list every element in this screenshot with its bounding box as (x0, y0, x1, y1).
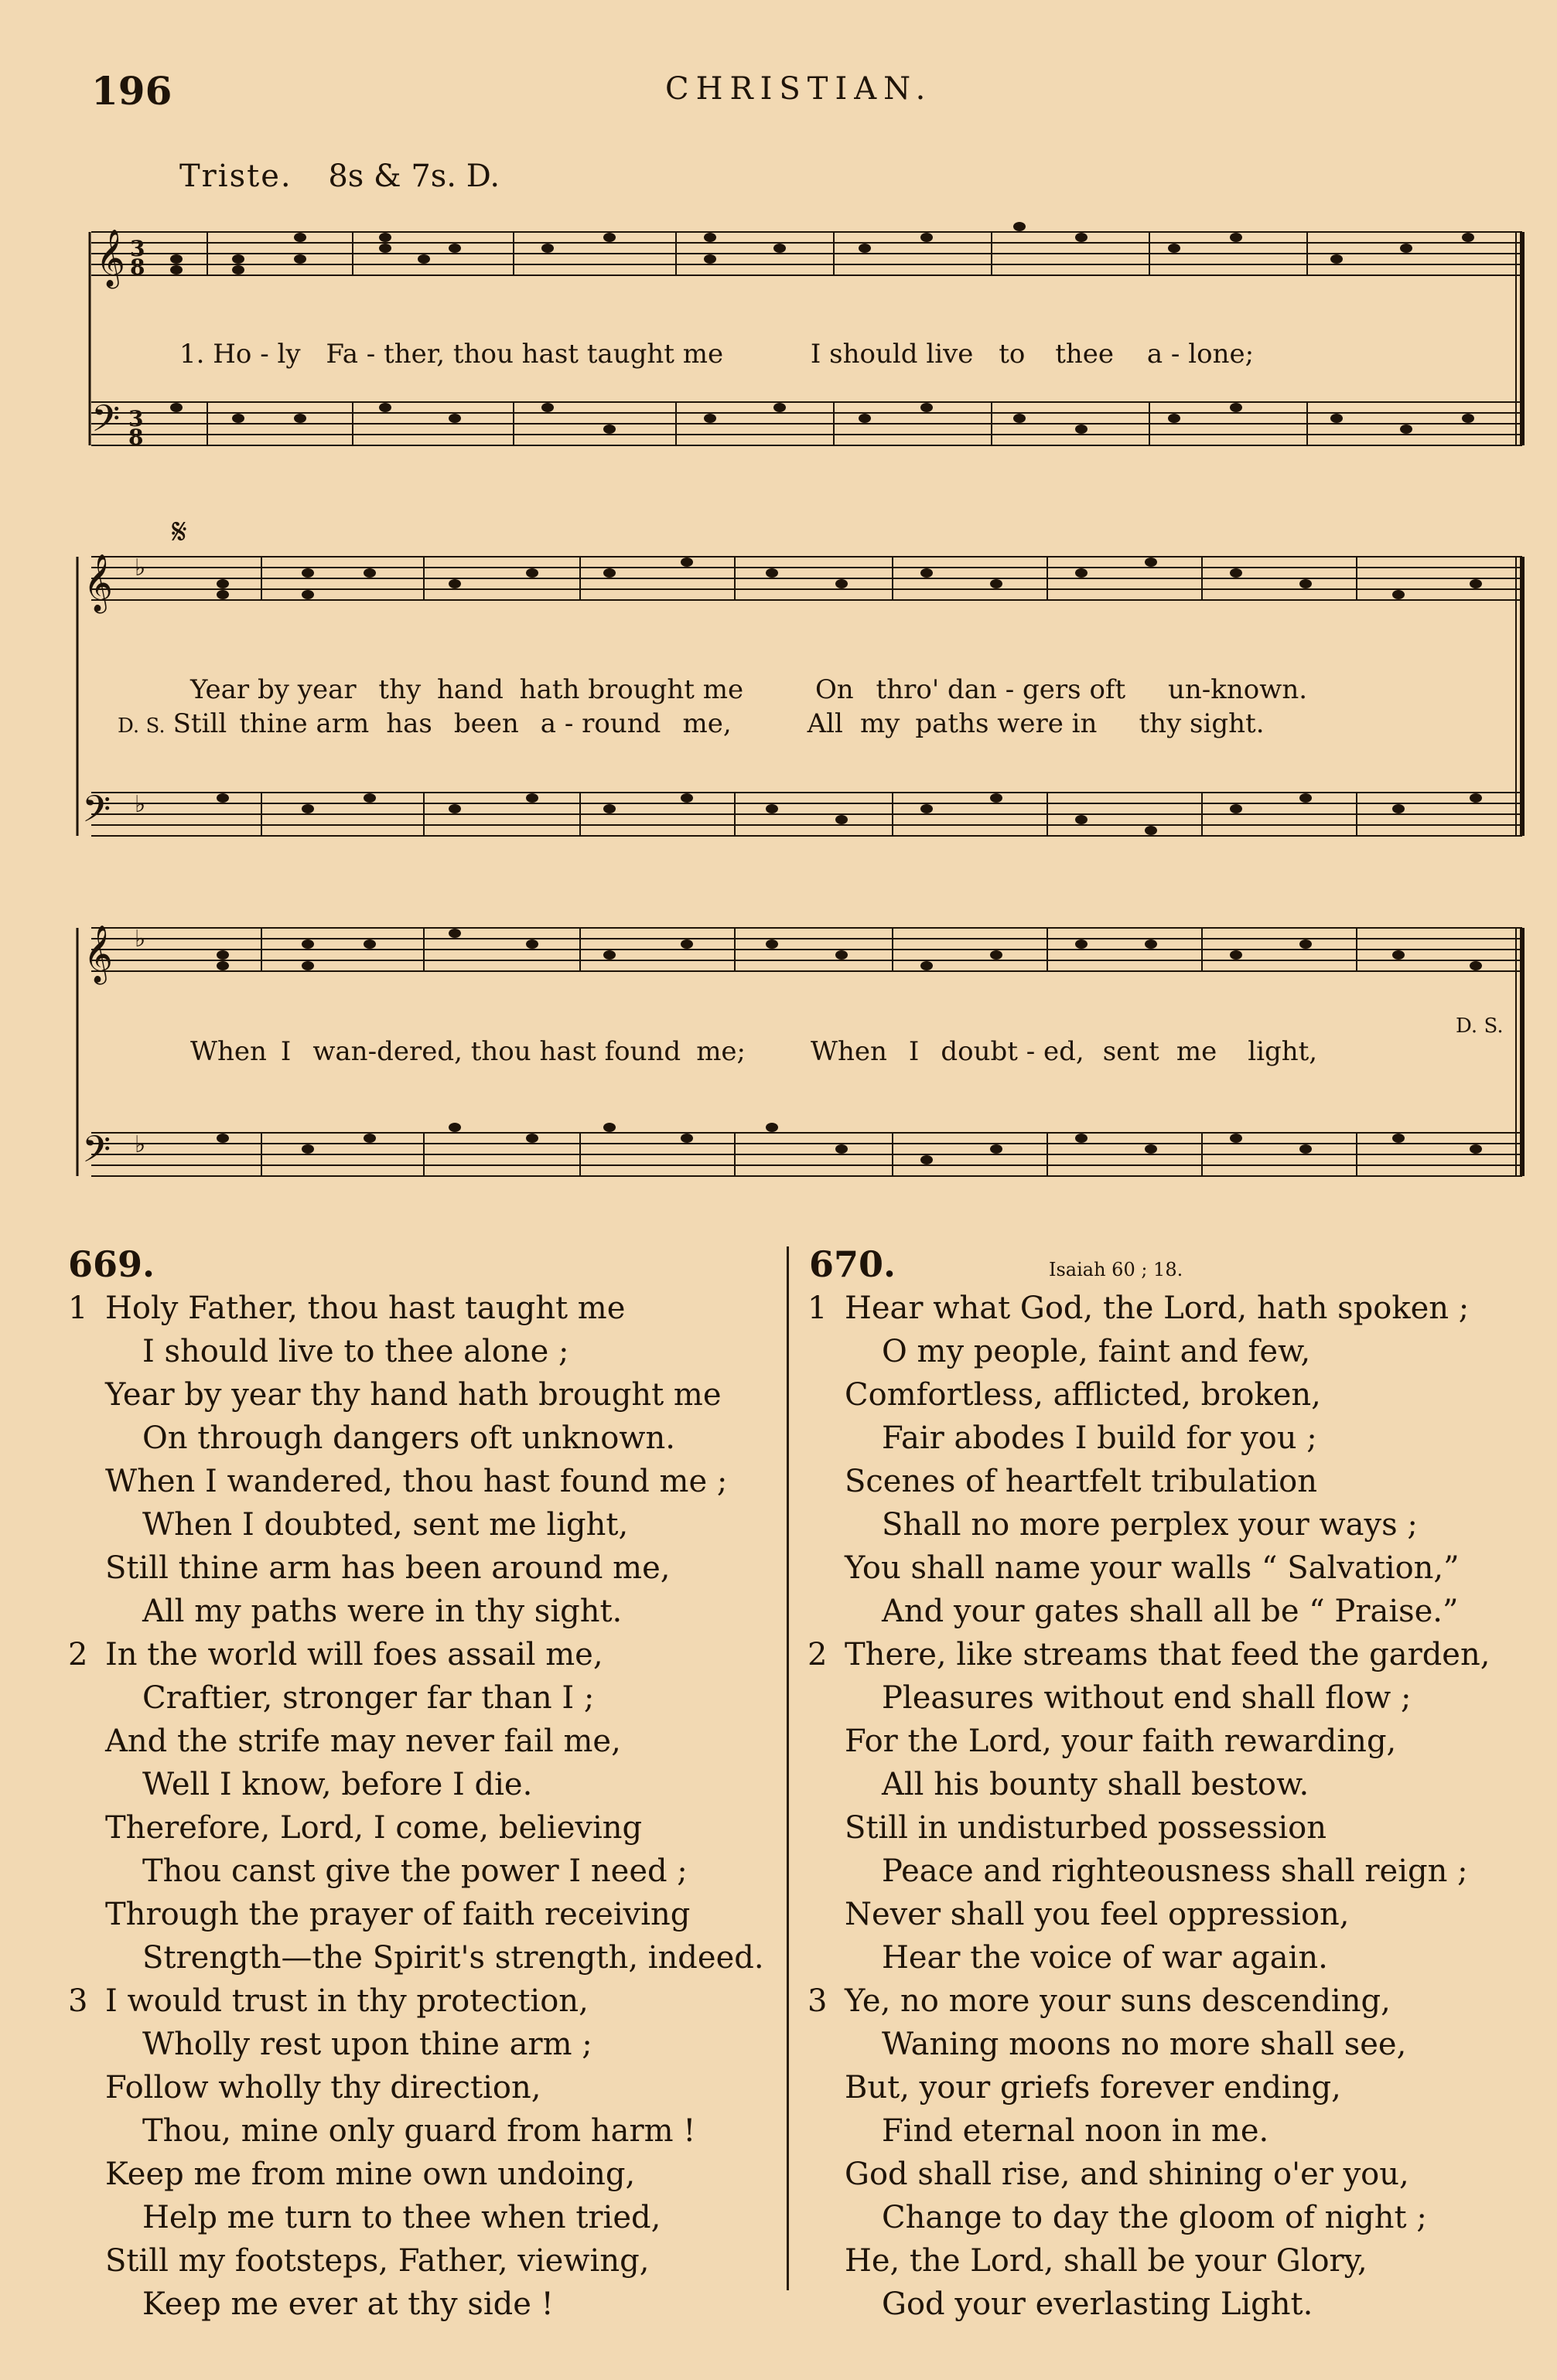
system-2-lyrics-line-2: D. S. Still thine arm has been a - round me, All my paths were in thy sight. (118, 708, 1265, 739)
hymn-669-number: 669. (68, 1243, 155, 1285)
ds-mark: D. S. (1456, 1014, 1504, 1038)
hymn-669-text (68, 1287, 764, 2326)
svg-text:𝄢: 𝄢 (82, 787, 111, 840)
verse-number: 3 (68, 1983, 88, 2019)
system-1-lyrics: 1. Ho - ly Fa - ther, thou hast taught me I should live to thee a - lone; (179, 339, 1255, 370)
svg-text:𝄞: 𝄞 (84, 554, 113, 612)
tune-name: Triste. (179, 159, 292, 194)
scripture-reference: Isaiah 60 ; 18. (1049, 1259, 1183, 1280)
svg-text:3: 3 (130, 236, 145, 261)
verse-number: 1 (808, 1291, 828, 1326)
svg-text:♭: ♭ (135, 554, 146, 581)
segno-sign: 𝄋 (172, 510, 187, 552)
tune-meter: 8s & 7s. D. (328, 159, 500, 194)
system-2-lyrics-line-1: Year by year thy hand hath brought me On thro' dan - gers oft un-known. (190, 674, 1308, 705)
running-head: CHRISTIAN. (665, 71, 933, 107)
hymn-669-verse-3: 3 I would trust in thy protection, Wholly rest upon thine arm ; Follow wholly thy direction, Thou, mine only guard from harm ! Keep me from mine own undoing, Help me turn to thee when tried, Still my footsteps, Father, viewing, Keep me ever at thy side ! (68, 1979, 764, 2326)
hymn-669-verse-2: 2 In the world will foes assail me, Craftier, stronger far than I ; And the strife may never fail me, Well I know, before I die. Therefore, Lord, I come, believing Thou canst give the power I need ; Through the prayer of faith receiving Strength—the Spirit's strength, indeed. (68, 1633, 764, 1979)
column-divider (787, 1246, 789, 2290)
ds-prefix: D. S. (118, 714, 166, 738)
hymn-670-verse-3: 3 Ye, no more your suns descending, Waning moons no more shall see, But, your griefs forever ending, Find eternal noon in me. God shall rise, and shining o'er you, Change to day the gloom of night ; He, the Lord, shall be your Glory, God your everlasting Light. (808, 1979, 1490, 2326)
svg-text:8: 8 (130, 254, 145, 280)
svg-text:𝄢: 𝄢 (91, 397, 121, 449)
verse-number: 3 (808, 1983, 828, 2019)
hymn-670-number: 670. (809, 1243, 896, 1285)
tune-heading (179, 159, 500, 194)
verse-number: 2 (808, 1637, 828, 1672)
hymn-670-verse-1: 1 Hear what God, the Lord, hath spoken ; O my people, faint and few, Comfortless, afflicted, broken, Fair abodes I build for you ; Scenes of heartfelt tribulation Shall no more perplex your ways ; You shall name your walls “ Salvation,” And your gates shall all be “ Praise.” (808, 1287, 1490, 1633)
page-number: 196 (91, 68, 172, 114)
hymn-670-text (808, 1287, 1490, 2326)
verse-number: 2 (68, 1637, 88, 1672)
svg-text:𝄞: 𝄞 (96, 230, 125, 287)
system-3-lyrics: When I wan-dered, thou hast found me; When I doubt - ed, sent me light, (190, 1036, 1318, 1067)
verse-number: 1 (68, 1291, 88, 1326)
svg-text:𝄞: 𝄞 (84, 926, 113, 983)
svg-text:3: 3 (128, 406, 144, 431)
hymn-669-verse-1: 1 Holy Father, thou hast taught me I should live to thee alone ; Year by year thy hand hath brought me On through dangers oft unknown. When I wandered, thou hast found me ; When I doubted, sent me light, Still thine arm has been around me, All my paths were in thy sight. (68, 1287, 764, 1633)
svg-text:♭: ♭ (135, 791, 146, 818)
svg-text:♭: ♭ (135, 926, 146, 953)
svg-text:𝄢: 𝄢 (82, 1127, 111, 1180)
svg-text:8: 8 (128, 425, 144, 450)
hymn-670-verse-2: 2 There, like streams that feed the garden, Pleasures without end shall flow ; For the Lord, your faith rewarding, All his bounty shall bestow. Still in undisturbed possession Peace and righteousness shall reign ; Never shall you feel oppression, Hear the voice of war again. (808, 1633, 1490, 1979)
svg-text:♭: ♭ (135, 1131, 146, 1158)
